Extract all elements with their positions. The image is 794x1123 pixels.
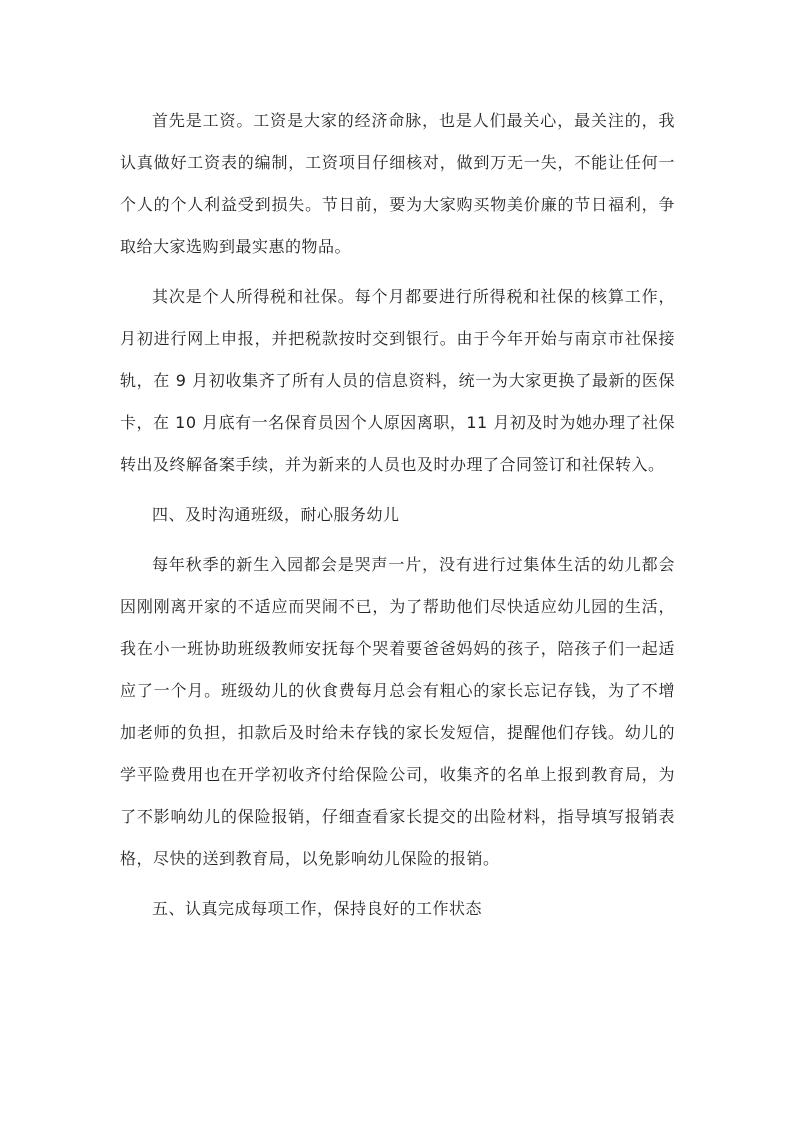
section-heading-5: 五、认真完成每项工作，保持良好的工作状态 [152, 899, 483, 918]
paragraph-gap [120, 268, 675, 276]
paragraph-children-service: 每年秋季的新生入园都会是哭声一片，没有进行过集体生活的幼儿都会因刚刚离开家的不适应而哭闹不已，为了帮助他们尽快适应幼儿园的生活，我在小一班协助班级教师安抚每个哭着要爸爸妈妈的孩子，陪孩子们一起适应了一个月。班级幼儿的伙食费每月总会有粗心的家长忘记存钱，为了不增加老师的负担，扣款后及时给未存钱的家长发短信，提醒他们存钱。幼儿的学平险费用也在开学初收齐付给保险公司，收集齐的名单上报到教育局，为了不影响幼儿的保险报销，仔细查看家长提交的出险材料，指导填写报销表格，尽快的送到教育局，以免影响幼儿保险的报销。 [120, 555, 675, 868]
document-page [120, 100, 675, 930]
section-heading-4: 四、及时沟通班级，耐心服务幼儿 [152, 505, 400, 524]
paragraph-gap [120, 880, 675, 888]
paragraph-gap [120, 486, 675, 494]
paragraph-salary: 首先是工资。工资是大家的经济命脉，也是人们最关心，最关注的，我认真做好工资表的编制，工资项目仔细核对，做到万无一失，不能让任何一个人的个人利益受到损失。节日前，要为大家购买物美价廉的节日福利，争取给大家选购到最实惠的物品。 [120, 111, 675, 256]
paragraph-tax-social-security: 其次是个人所得税和社保。每个月都要进行所得税和社保的核算工作，月初进行网上申报，并把税款按时交到银行。由于今年开始与南京市社保接轨，在 9 月初收集齐了所有人员的信息资料，统一为大家更换了最新的医保卡，在 10 月底有一名保育员因个人原因离职，11 月初及时为她办理了社保转出及终解备案手续，并为新来的人员也及时办理了合同签订和社保转入。 [120, 287, 675, 474]
paragraph-gap [120, 536, 675, 544]
